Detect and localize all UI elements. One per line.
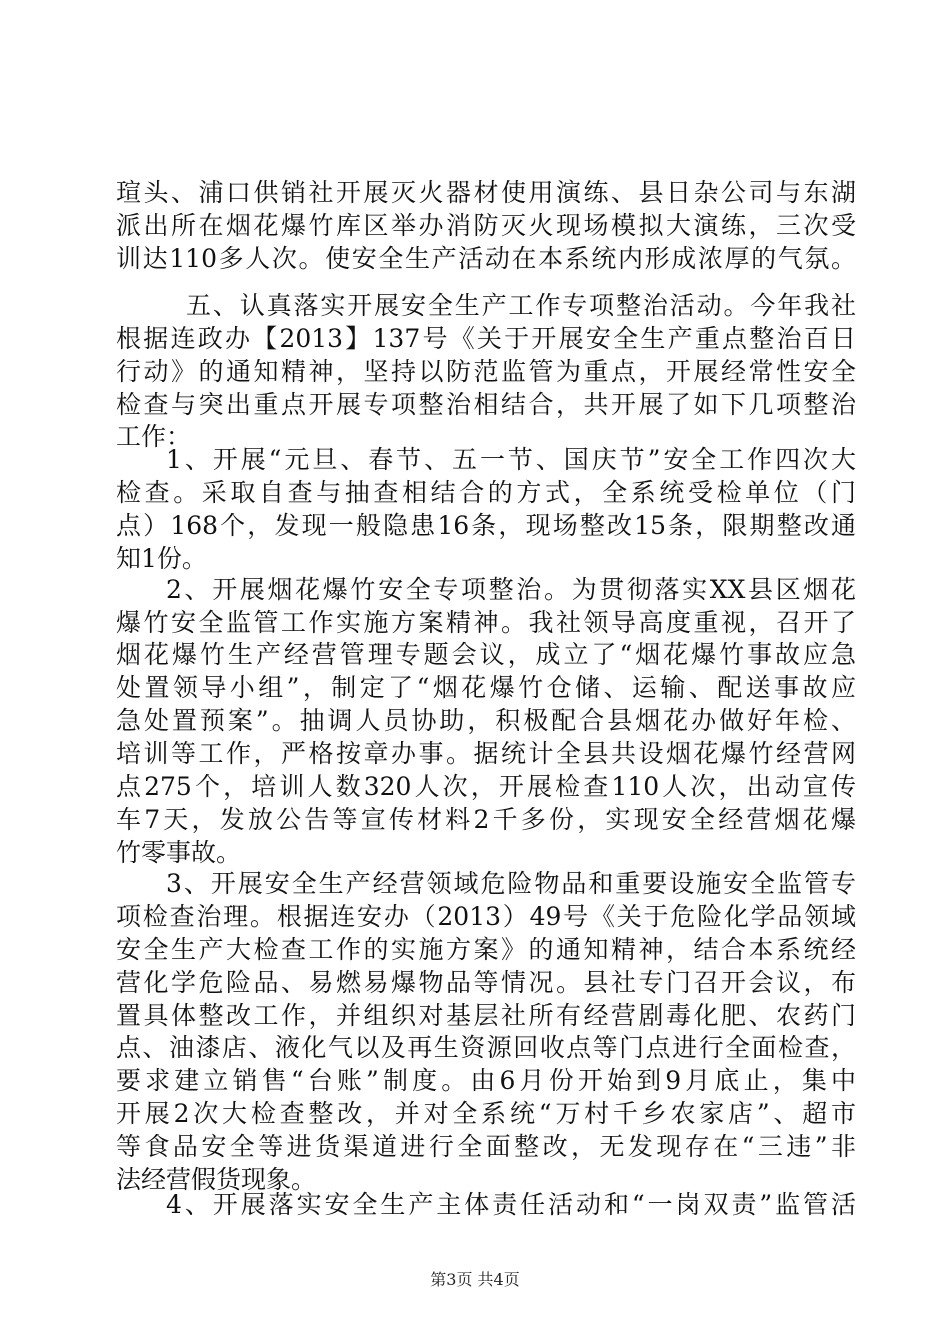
text-line: 车7天，发放公告等宣传材料2千多份，实现安全经营烟花爆 xyxy=(116,805,856,834)
text-line: 点275个，培训人数320人次，开展检查110人次，出动宣传 xyxy=(116,772,856,801)
text-line: 项检查治理。根据连安办（2013）49号《关于危险化学品领域 xyxy=(116,902,856,931)
page-footer: 第3页 共4页 xyxy=(430,1270,520,1289)
text-line: 培训等工作，严格按章办事。据统计全县共设烟花爆竹经营网 xyxy=(116,739,856,768)
text-line: 处置领导小组”，制定了“烟花爆竹仓储、运输、配送事故应 xyxy=(116,673,856,702)
section-heading-line: 五、认真落实开展安全生产工作专项整治活动。今年我社 xyxy=(186,291,856,320)
text-line: 检查。采取自查与抽查相结合的方式，全系统受检单位（门 xyxy=(116,478,856,507)
text-line: 训达110多人次。使安全生产活动在本系统内形成浓厚的气氛。 xyxy=(116,244,856,273)
text-line: 烟花爆竹生产经营管理专题会议，成立了“烟花爆竹事故应急 xyxy=(116,640,856,669)
text-line: 开展2次大检查整改，并对全系统“万村千乡农家店”、超市 xyxy=(116,1099,856,1128)
text-line: 要求建立销售“台账”制度。由6月份开始到9月底止，集中 xyxy=(116,1066,856,1095)
text-line: 派出所在烟花爆竹库区举办消防灭火现场模拟大演练，三次受 xyxy=(116,211,856,240)
text-line: 行动》的通知精神，坚持以防范监管为重点，开展经常性安全 xyxy=(116,357,856,386)
list-item-line: 4、开展落实安全生产主体责任活动和“一岗双责”监管活 xyxy=(166,1190,856,1219)
text-line: 竹零事故。 xyxy=(116,838,242,867)
list-item-line: 3、开展安全生产经营领域危险物品和重要设施安全监管专 xyxy=(166,869,856,898)
text-line: 急处置预案”。抽调人员协助，积极配合县烟花办做好年检、 xyxy=(116,706,856,735)
text-line: 爆竹安全监管工作实施方案精神。我社领导高度重视，召开了 xyxy=(116,608,856,637)
text-line: 知1份。 xyxy=(116,544,207,573)
text-line: 点）168个，发现一般隐患16条，现场整改15条，限期整改通 xyxy=(116,511,856,540)
list-item-line: 1、开展“元旦、春节、五一节、国庆节”安全工作四次大 xyxy=(166,445,856,474)
text-line: 法经营假货现象。 xyxy=(116,1165,317,1194)
text-line: 安全生产大检查工作的实施方案》的通知精神，结合本系统经 xyxy=(116,935,856,964)
text-line: 置具体整改工作，并组织对基层社所有经营剧毒化肥、农药门 xyxy=(116,1001,856,1030)
list-item-line: 2、开展烟花爆竹安全专项整治。为贯彻落实XX县区烟花 xyxy=(166,575,856,604)
text-line: 瑄头、浦口供销社开展灭火器材使用演练、县日杂公司与东湖 xyxy=(116,178,856,207)
text-line: 检查与突出重点开展专项整治相结合，共开展了如下几项整治 xyxy=(116,390,856,419)
text-line: 等食品安全等进货渠道进行全面整改，无发现存在“三违”非 xyxy=(116,1132,856,1161)
text-line: 点、油漆店、液化气以及再生资源回收点等门点进行全面检查， xyxy=(116,1033,856,1062)
text-line: 营化学危险品、易燃易爆物品等情况。县社专门召开会议，布 xyxy=(116,968,856,997)
text-line: 工作： xyxy=(116,422,192,451)
text-line: 根据连政办【2013】137号《关于开展安全生产重点整治百日 xyxy=(116,324,856,353)
